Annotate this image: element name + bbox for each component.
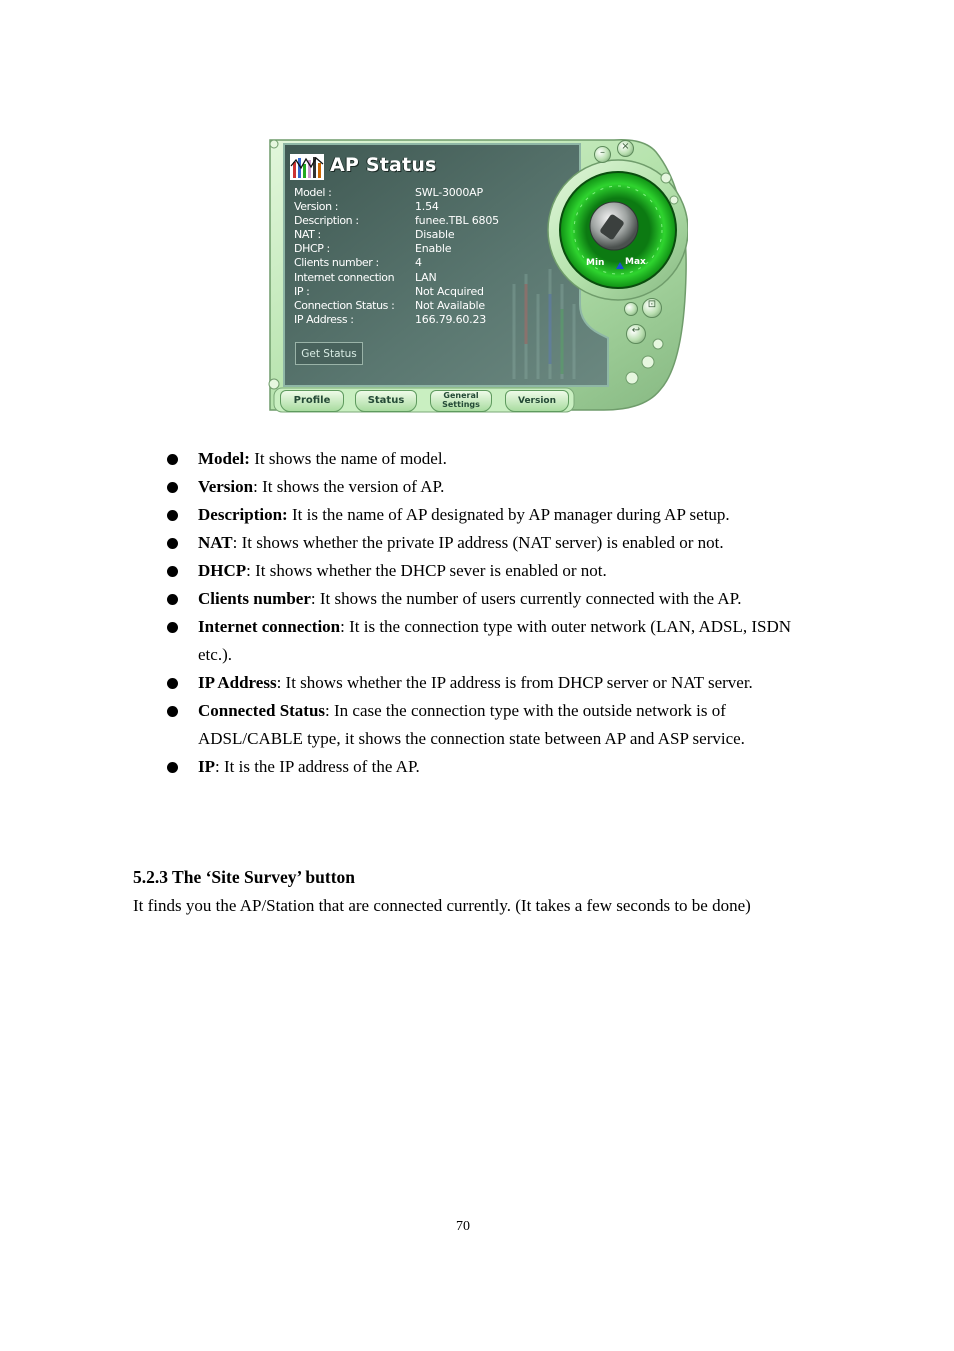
minimize-button[interactable]: [594, 146, 611, 163]
field-row-clients: [294, 256, 499, 270]
field-row-ip-address: [294, 313, 499, 327]
dial-max-label: Max: [625, 257, 646, 267]
bullet-dot-icon: [167, 594, 178, 605]
ap-status-title: AP Status: [330, 154, 437, 176]
bullet-term: DHCP: [198, 561, 247, 580]
bullet-term: Description:: [198, 505, 288, 524]
tab-general-settings[interactable]: [430, 390, 492, 412]
field-value: Not Available: [415, 298, 485, 312]
ap-status-logo-icon: [290, 154, 324, 180]
list-item: [0, 585, 828, 613]
restore-button[interactable]: [642, 298, 662, 318]
back-button[interactable]: [626, 324, 646, 344]
dial-min-label: Min: [586, 258, 605, 268]
bullet-term: Internet connection: [198, 617, 341, 636]
tab-status[interactable]: Status: [355, 390, 417, 412]
list-item: [0, 753, 828, 781]
bullet-text: : It shows the version of AP.: [253, 477, 445, 496]
bullet-dot-icon: [167, 706, 178, 717]
field-row-model: [294, 186, 499, 200]
bullet-dot-icon: [167, 762, 178, 773]
field-label: Clients number :: [294, 256, 379, 270]
bullet-text: : It shows whether the private IP address (NAT server) is enabled or not.: [232, 533, 724, 552]
list-item: [0, 669, 828, 697]
field-row-dhcp: [294, 242, 499, 256]
field-label: Description :: [294, 214, 359, 228]
bullet-dot-icon: [167, 566, 178, 577]
bullet-text: : It shows the number of users currently connected with the AP.: [310, 589, 742, 608]
field-label: Connection Status :: [294, 298, 395, 312]
list-item: [0, 613, 828, 669]
bullet-text: : In case the connection type with the outside network is of ADSL/CABLE type, it shows the connection state between AP and ASP service.: [198, 701, 745, 748]
ap-status-window: [264, 134, 688, 414]
bullet-term: Clients number: [198, 589, 311, 608]
field-label: Internet connection: [294, 270, 395, 284]
bullet-text: : It shows whether the IP address is from DHCP server or NAT server.: [276, 673, 753, 692]
section-paragraph: It finds you the AP/Station that are connected currently. (It takes a few seconds to be done): [133, 896, 751, 915]
field-label: IP :: [294, 284, 310, 298]
list-item: [0, 529, 828, 557]
bullet-dot-icon: [167, 538, 178, 549]
field-label: DHCP :: [294, 242, 330, 256]
field-row-ip: [294, 285, 499, 299]
bullet-term: NAT: [198, 533, 233, 552]
dial-pointer-icon: [616, 262, 624, 269]
list-item: [0, 697, 828, 753]
small-round-button[interactable]: [624, 302, 638, 316]
field-value: Not Acquired: [415, 284, 484, 298]
field-value: 166.79.60.23: [415, 312, 487, 326]
bullet-dot-icon: [167, 454, 178, 465]
restore-icon: ⊡: [647, 299, 657, 310]
bullet-term: IP: [198, 757, 215, 776]
bullet-term: IP Address: [198, 673, 277, 692]
list-item: [0, 473, 828, 501]
field-descriptions-list: [0, 445, 954, 781]
minimize-icon: –: [600, 147, 605, 158]
field-row-nat: [294, 228, 499, 242]
field-label: NAT :: [294, 228, 321, 242]
field-value: Disable: [415, 228, 455, 242]
bullet-text: : It shows whether the DHCP sever is enabled or not.: [246, 561, 607, 580]
list-item: [0, 445, 828, 473]
bullet-dot-icon: [167, 678, 178, 689]
field-row-version: [294, 200, 499, 214]
bullet-text: It shows the name of model.: [249, 449, 447, 468]
field-value: Enable: [415, 242, 452, 256]
list-item: [0, 501, 828, 529]
field-row-connection-status: [294, 299, 499, 313]
bullet-text: It is the name of AP designated by AP manager during AP setup.: [287, 505, 730, 524]
bullet-term: Model:: [198, 449, 250, 468]
bullet-term: Version: [198, 477, 254, 496]
bullet-dot-icon: [167, 482, 178, 493]
list-item: [0, 557, 828, 585]
field-label: Version :: [294, 200, 339, 214]
field-value: funee.TBL 6805: [415, 214, 499, 228]
field-value: 4: [415, 256, 422, 270]
field-label: Model :: [294, 186, 332, 199]
field-value: LAN: [415, 270, 437, 284]
bullet-text: : It is the connection type with outer network (LAN, ADSL, ISDN etc.).: [198, 617, 792, 664]
field-value: 1.54: [415, 200, 439, 214]
tab-general-line1: General: [443, 391, 479, 400]
ap-status-fields: [294, 186, 499, 327]
bullet-dot-icon: [167, 510, 178, 521]
field-label: IP Address :: [294, 312, 354, 326]
back-arrow-icon: ↩: [631, 325, 641, 336]
tab-profile[interactable]: Profile: [280, 390, 344, 412]
tab-version[interactable]: Version: [505, 390, 569, 412]
field-row-internet: [294, 271, 499, 285]
page-number: 70: [456, 1219, 470, 1234]
close-button[interactable]: [617, 140, 634, 157]
get-status-button[interactable]: Get Status: [295, 342, 363, 365]
field-row-description: [294, 214, 499, 228]
bullet-text: : It is the IP address of the AP.: [215, 757, 420, 776]
field-value: SWL-3000AP: [415, 186, 483, 199]
bullet-term: Connected Status: [198, 701, 326, 720]
tab-general-line2: Settings: [442, 399, 480, 409]
close-icon: ×: [621, 141, 630, 152]
bullet-dot-icon: [167, 622, 178, 633]
section-heading: 5.2.3 The ‘Site Survey’ button: [133, 867, 356, 887]
